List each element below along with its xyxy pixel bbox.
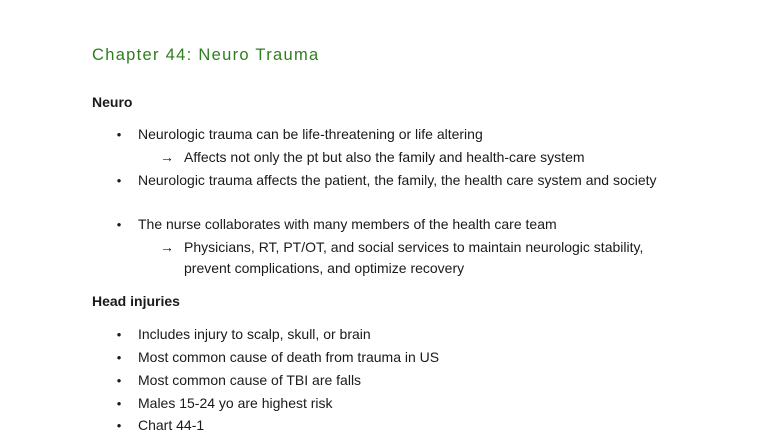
- arrow-right-icon: →: [160, 239, 174, 255]
- bullet-icon: •: [116, 217, 122, 232]
- list-item-text: Males 15-24 yo are highest risk: [138, 395, 333, 411]
- bullet-icon: •: [116, 396, 122, 411]
- list-item-text: The nurse collaborates with many members of the health care team: [138, 216, 557, 232]
- list-item-text: Chart 44-1: [138, 417, 205, 433]
- list-item-text: Includes injury to scalp, skull, or brain: [138, 326, 371, 342]
- chapter-title: Chapter 44: Neuro Trauma: [92, 46, 320, 64]
- list-item-text: Neurologic trauma can be life-threatening or life altering: [138, 126, 483, 142]
- bullet-icon: •: [116, 350, 122, 365]
- bullet-icon: •: [116, 418, 122, 433]
- section-heading-neuro: Neuro: [92, 94, 133, 110]
- list-item-text: Most common cause of TBI are falls: [138, 372, 362, 388]
- list-item-text: Most common cause of death from trauma in US: [138, 349, 440, 365]
- arrow-right-icon: →: [160, 149, 174, 165]
- bullet-icon: •: [116, 327, 122, 342]
- bullet-icon: •: [116, 373, 122, 388]
- bullet-icon: •: [116, 173, 122, 188]
- sub-list-item-text: Affects not only the pt but also the family and health-care system: [184, 149, 585, 165]
- list-item-text: Neurologic trauma affects the patient, the family, the health care system and society: [138, 172, 657, 188]
- bullet-icon: •: [116, 127, 122, 142]
- sub-list-item-text: Physicians, RT, PT/OT, and social services to maintain neurologic stability, prevent complications, and optimize recovery: [184, 239, 644, 276]
- section-heading-head-injuries: Head injuries: [92, 293, 180, 309]
